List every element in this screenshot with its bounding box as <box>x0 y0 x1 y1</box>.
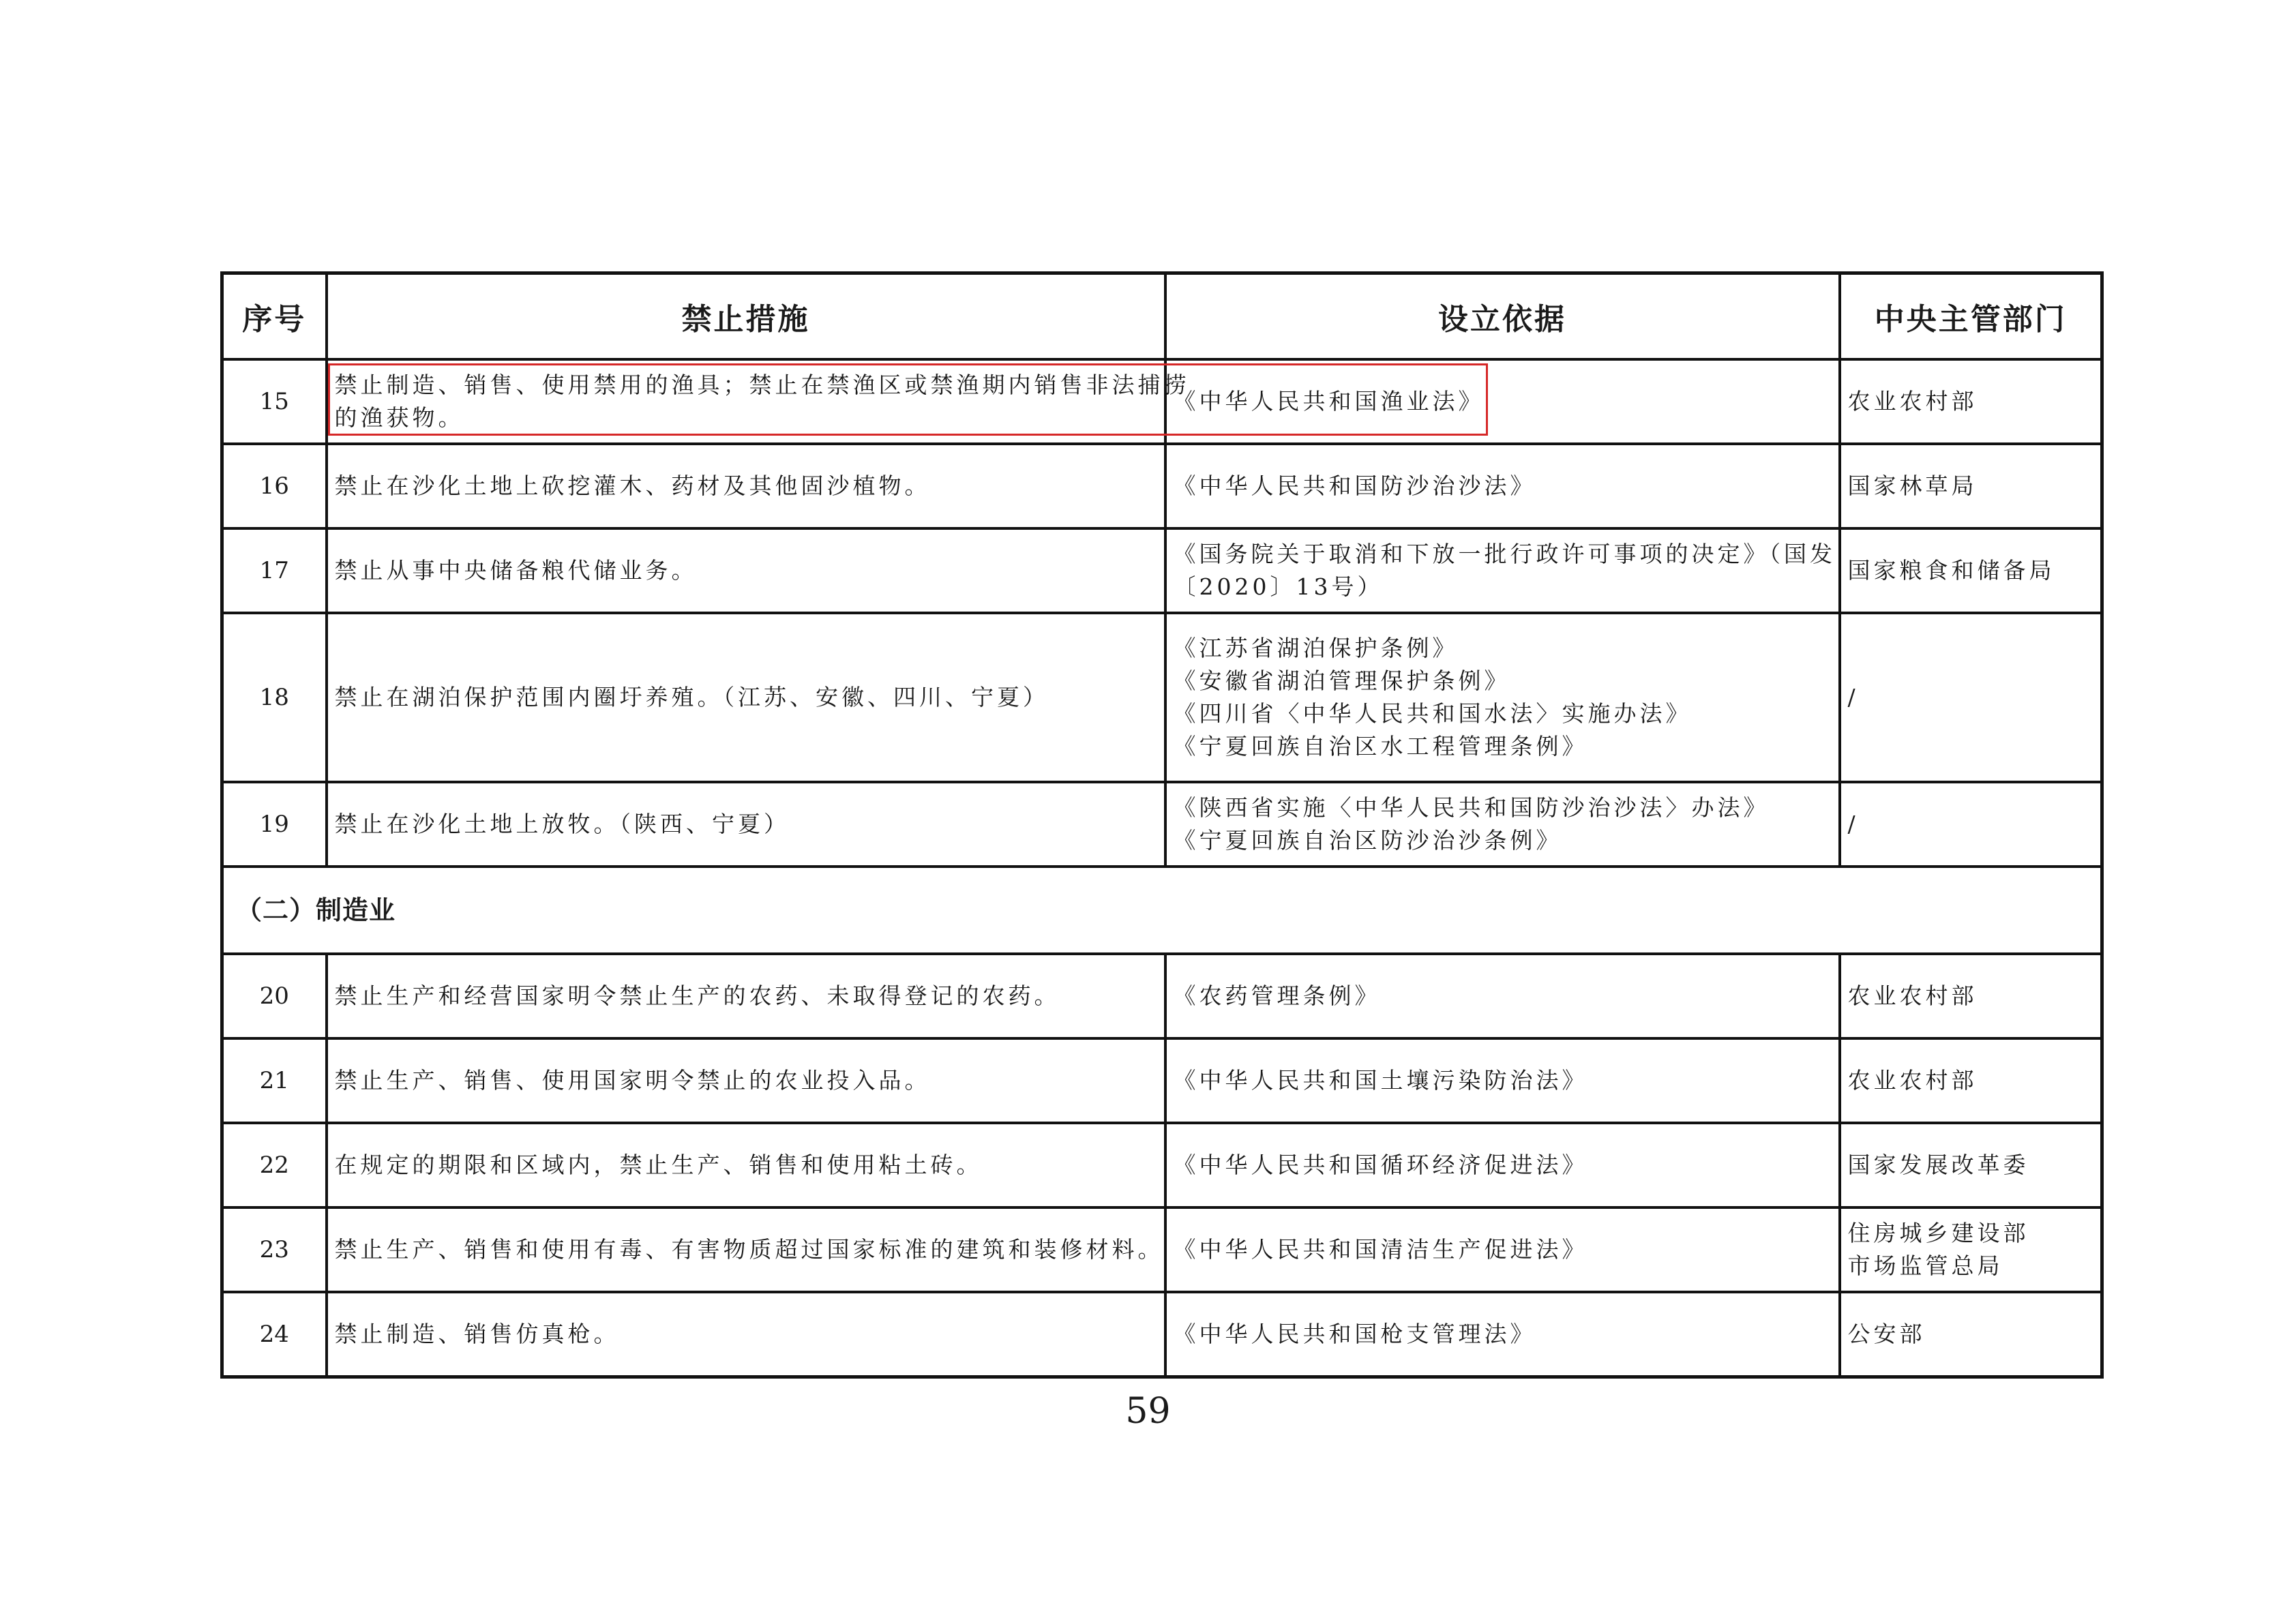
cell-line: 《中华人民共和国土壤污染防治法》 <box>1173 1067 1588 1094</box>
table-row <box>222 1123 2102 1207</box>
regulation-table-container <box>220 271 2100 1379</box>
basis-cell <box>1165 1123 1840 1207</box>
prohibition-table <box>220 271 2104 1379</box>
cell-line: 〔2020〕13号） <box>1173 573 1384 600</box>
header-measure: 禁止措施 <box>327 273 1165 360</box>
dept-cell <box>1840 359 2102 444</box>
measure-cell <box>327 359 1190 444</box>
dept-cell <box>1840 782 2102 867</box>
basis-cell <box>1165 613 1840 782</box>
cell-line: 《农药管理条例》 <box>1173 982 1381 1009</box>
table-row <box>222 1038 2102 1123</box>
cell-line: 《安徽省湖泊管理保护条例》 <box>1173 667 1510 694</box>
basis-cell <box>1165 954 1840 1038</box>
table-row <box>222 1207 2102 1292</box>
header-num: 序号 <box>222 273 327 360</box>
measure-cell <box>327 1123 1165 1207</box>
row-number: 16 <box>222 444 327 528</box>
row-number: 19 <box>222 782 327 867</box>
basis-cell <box>1165 359 1840 444</box>
row-number: 18 <box>222 613 327 782</box>
cell-line: 农业农村部 <box>1847 388 1978 415</box>
cell-line: 《国务院关于取消和下放一批行政许可事项的决定》（国发 <box>1173 541 1836 567</box>
cell-line: 国家林草局 <box>1847 472 1978 499</box>
cell-line: 《宁夏回族自治区水工程管理条例》 <box>1173 733 1588 760</box>
dept-cell <box>1840 528 2102 613</box>
cell-line: 国家粮食和储备局 <box>1847 557 2055 584</box>
cell-line: / <box>1847 811 1859 837</box>
cell-line: 《江苏省湖泊保护条例》 <box>1173 635 1459 661</box>
cell-line: 住房城乡建设部 <box>1847 1220 2029 1246</box>
cell-line: 禁止从事中央储备粮代储业务。 <box>334 557 698 584</box>
cell-line: 禁止制造、销售仿真枪。 <box>334 1320 620 1347</box>
cell-line: 国家发展改革委 <box>1847 1152 2029 1178</box>
cell-line: 禁止生产、销售和使用有毒、有害物质超过国家标准的建筑和装修材料。 <box>334 1236 1164 1263</box>
dept-cell <box>1840 1292 2102 1377</box>
cell-line: 公安部 <box>1847 1320 1926 1347</box>
cell-line: / <box>1847 684 1859 710</box>
basis-cell <box>1165 1292 1840 1377</box>
table-row <box>222 528 2102 613</box>
row-number: 20 <box>222 954 327 1038</box>
basis-cell <box>1165 444 1840 528</box>
table-row <box>222 1292 2102 1377</box>
header-basis: 设立依据 <box>1165 273 1840 360</box>
cell-line: 的渔获物。 <box>334 404 464 431</box>
cell-line: 《中华人民共和国防沙治沙法》 <box>1173 472 1536 499</box>
cell-line: 在规定的期限和区域内，禁止生产、销售和使用粘土砖。 <box>334 1152 983 1178</box>
row-number: 15 <box>222 359 327 444</box>
cell-line: 《宁夏回族自治区防沙治沙条例》 <box>1173 827 1562 854</box>
cell-line: 《中华人民共和国枪支管理法》 <box>1173 1320 1536 1347</box>
cell-line: 禁止制造、销售、使用禁用的渔具；禁止在禁渔区或禁渔期内销售非法捕捞 <box>334 372 1190 398</box>
basis-cell <box>1165 1207 1840 1292</box>
table-row <box>222 613 2102 782</box>
dept-cell <box>1840 1207 2102 1292</box>
measure-cell <box>327 444 1165 528</box>
row-number: 23 <box>222 1207 327 1292</box>
section-title: （二）制造业 <box>222 867 2102 954</box>
measure-cell <box>327 613 1165 782</box>
cell-line: 禁止在沙化土地上砍挖灌木、药材及其他固沙植物。 <box>334 472 931 499</box>
measure-cell <box>327 528 1165 613</box>
section-row <box>222 867 2102 954</box>
measure-cell <box>327 1292 1165 1377</box>
measure-cell <box>327 1038 1165 1123</box>
row-number: 17 <box>222 528 327 613</box>
row-number: 24 <box>222 1292 327 1377</box>
cell-line: 《陕西省实施〈中华人民共和国防沙治沙法〉办法》 <box>1173 794 1770 821</box>
measure-cell <box>327 782 1165 867</box>
dept-cell <box>1840 1038 2102 1123</box>
dept-cell <box>1840 1123 2102 1207</box>
basis-cell <box>1165 528 1840 613</box>
cell-line: 禁止生产和经营国家明令禁止生产的农药、未取得登记的农药。 <box>334 982 1060 1009</box>
page-number: 59 <box>1125 1391 1171 1432</box>
cell-line: 《中华人民共和国清洁生产促进法》 <box>1173 1236 1588 1263</box>
cell-line: 《中华人民共和国循环经济促进法》 <box>1173 1152 1588 1178</box>
cell-line: 禁止在沙化土地上放牧。（陕西、宁夏） <box>334 811 790 837</box>
row-number: 21 <box>222 1038 327 1123</box>
measure-cell <box>327 1207 1165 1292</box>
cell-line: 农业农村部 <box>1847 1067 1978 1094</box>
cell-line: 市场监管总局 <box>1847 1252 2003 1279</box>
basis-cell <box>1165 1038 1840 1123</box>
dept-cell <box>1840 613 2102 782</box>
measure-cell <box>327 954 1165 1038</box>
cell-line: 《中华人民共和国渔业法》 <box>1173 388 1485 415</box>
header-dept: 中央主管部门 <box>1840 273 2102 360</box>
cell-line: 《四川省〈中华人民共和国水法〉实施办法》 <box>1173 700 1692 727</box>
cell-line: 禁止在湖泊保护范围内圈圩养殖。（江苏、安徽、四川、宁夏） <box>334 684 1049 710</box>
cell-line: 禁止生产、销售、使用国家明令禁止的农业投入品。 <box>334 1067 931 1094</box>
cell-line: 农业农村部 <box>1847 982 1978 1009</box>
table-row <box>222 954 2102 1038</box>
table-row <box>222 444 2102 528</box>
dept-cell <box>1840 444 2102 528</box>
table-header-row <box>222 273 2102 360</box>
row-number: 22 <box>222 1123 327 1207</box>
basis-cell <box>1165 782 1840 867</box>
dept-cell <box>1840 954 2102 1038</box>
table-row <box>222 782 2102 867</box>
table-row <box>222 359 2102 444</box>
